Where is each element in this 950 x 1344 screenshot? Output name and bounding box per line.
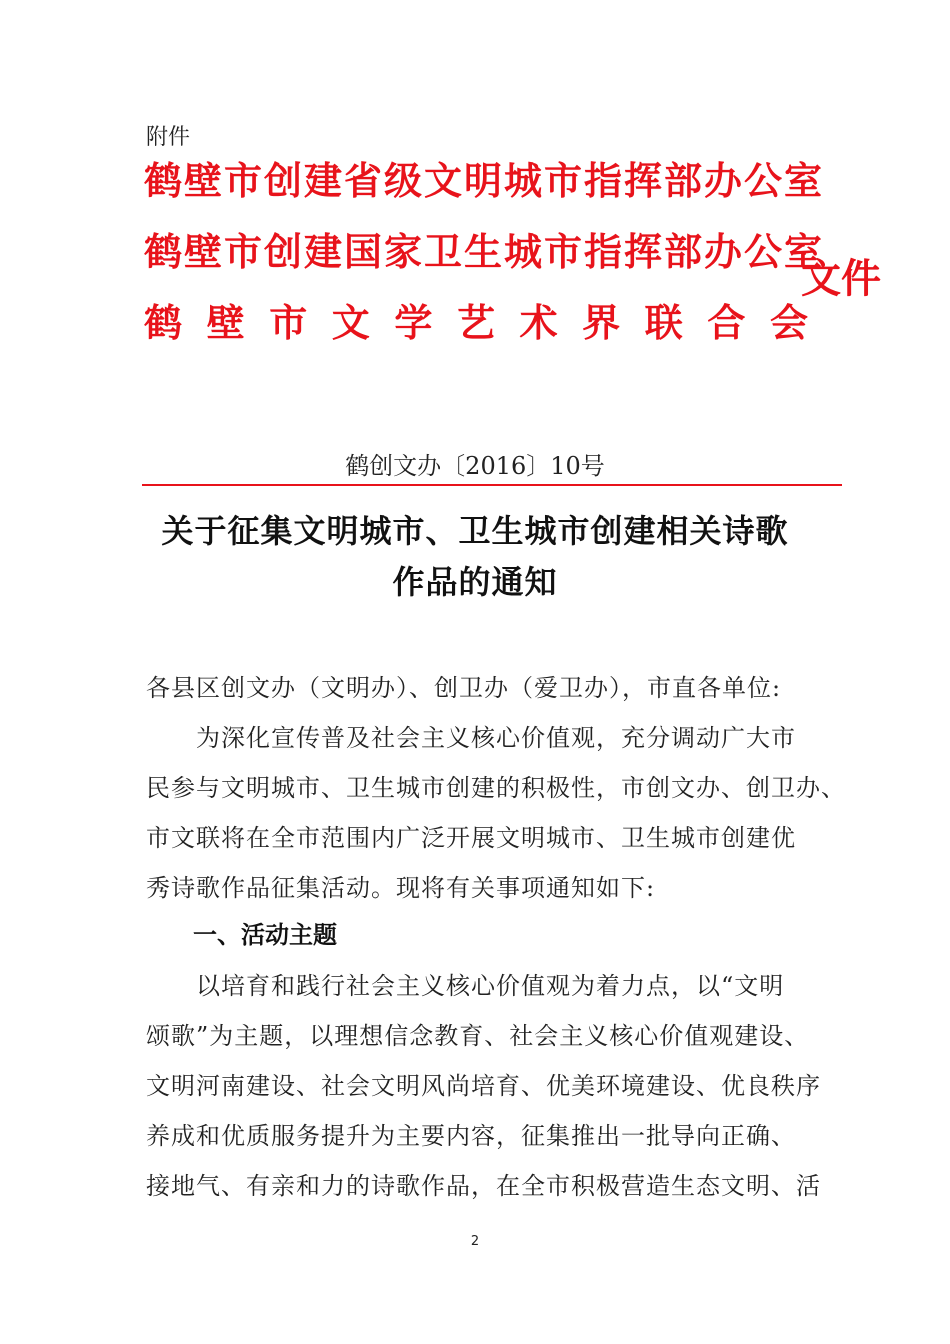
body-line: 以培育和践行社会主义核心价值观为着力点，以“文明	[146, 972, 785, 1000]
issuer-char: 市	[269, 300, 308, 345]
body-line: 接地气、有亲和力的诗歌作品，在全市积极营造生态文明、活	[146, 1172, 821, 1200]
issuer-line-1: 鹤壁市创建省级文明城市指挥部办公室	[144, 158, 825, 203]
section-heading: 一、活动主题	[193, 921, 337, 949]
issuer-line-3	[144, 292, 808, 347]
red-divider	[142, 484, 842, 486]
issuer-char: 合	[707, 300, 746, 345]
attachment-label: 附件	[146, 125, 191, 150]
salutation: 各县区创文办（文明办）、创卫办（爱卫办），市直各单位:	[146, 674, 782, 702]
issuer-char: 鹤	[144, 300, 183, 345]
issuer-char: 文	[331, 300, 370, 345]
issuer-char: 界	[582, 300, 621, 345]
issuer-line-2: 鹤壁市创建国家卫生城市指挥部办公室	[144, 229, 825, 274]
issuer-char: 术	[519, 300, 558, 345]
body-line: 颂歌”为主题，以理想信念教育、社会主义核心价值观建设、	[146, 1022, 810, 1050]
body-line: 养成和优质服务提升为主要内容，征集推出一批导向正确、	[146, 1122, 796, 1150]
body-line: 市文联将在全市范围内广泛开展文明城市、卫生城市创建优	[146, 824, 796, 852]
body-line: 秀诗歌作品征集活动。现将有关事项通知如下:	[146, 874, 656, 902]
page-number: 2	[470, 1234, 480, 1249]
issuer-char: 会	[769, 300, 808, 345]
issuer-char: 联	[644, 300, 683, 345]
body-line: 民参与文明城市、卫生城市创建的积极性，市创文办、创卫办、	[146, 774, 846, 802]
issuer-char: 学	[394, 300, 433, 345]
body-line: 文明河南建设、社会文明风尚培育、优美环境建设、优良秩序	[146, 1072, 821, 1100]
notice-title-line-1: 关于征集文明城市、卫生城市创建相关诗歌	[161, 512, 789, 550]
document-number: 鹤创文办〔2016〕10号	[345, 452, 605, 480]
body-line: 为深化宣传普及社会主义核心价值观，充分调动广大市	[146, 724, 796, 752]
document-type: 文件	[801, 255, 881, 302]
issuer-char: 壁	[206, 300, 245, 345]
notice-title-line-2: 作品的通知	[392, 563, 558, 601]
issuer-char: 艺	[456, 300, 495, 345]
